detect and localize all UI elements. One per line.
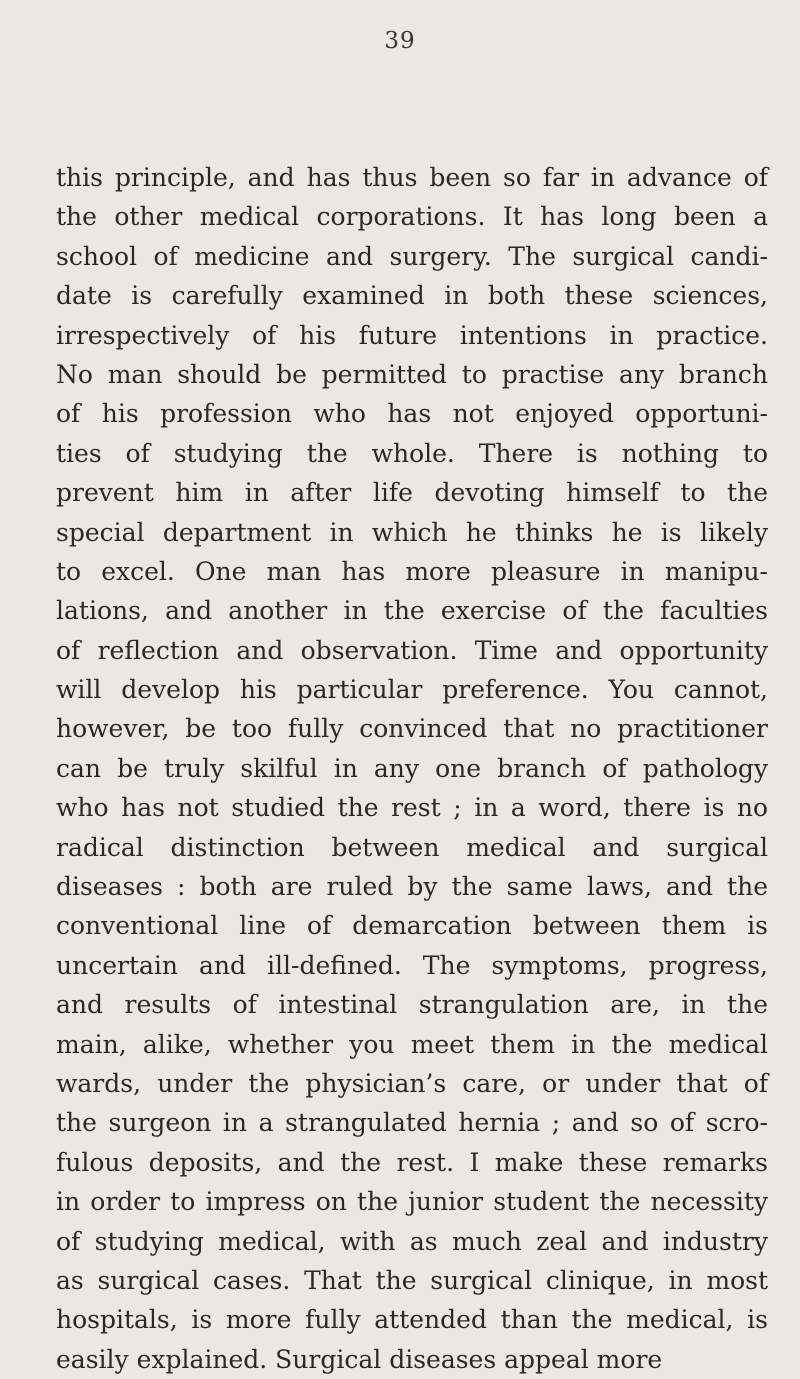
text-line: conventional line of demarcation between them is xyxy=(56,911,768,941)
text-line: special department in which he thinks he is likely xyxy=(56,517,768,547)
text-line: to excel. One man has more pleasure in manipu- xyxy=(56,556,768,586)
text-line: prevent him in after life devoting himself to the xyxy=(56,478,768,508)
text-line: main, alike, whether you meet them in the medical xyxy=(56,1029,768,1059)
text-line: as surgical cases. That the surgical clinique, in most xyxy=(56,1265,768,1295)
text-line: the surgeon in a strangulated hernia ; and so of scro- xyxy=(56,1108,768,1138)
text-line: and results of intestinal strangulation are, in the xyxy=(56,990,768,1020)
text-line: will develop his particular preference. You cannot, xyxy=(56,675,768,705)
text-line: the other medical corporations. It has long been a xyxy=(56,202,768,232)
text-line: in order to impress on the junior student the necessity xyxy=(56,1187,768,1217)
text-line: fulous deposits, and the rest. I make these remarks xyxy=(56,1147,768,1177)
text-line: wards, under the physician’s care, or under that of xyxy=(56,1068,768,1098)
text-line: of his profession who has not enjoyed opportuni- xyxy=(56,399,768,429)
text-line: diseases : both are ruled by the same laws, and the xyxy=(56,872,768,902)
text-line: No man should be permitted to practise any branch xyxy=(56,359,768,389)
text-line: radical distinction between medical and surgical xyxy=(56,832,768,862)
text-line: school of medicine and surgery. The surgical candi- xyxy=(56,241,768,271)
text-line: this principle, and has thus been so far in advance of xyxy=(56,163,768,192)
text-line: uncertain and ill-defined. The symptoms, progress, xyxy=(56,950,768,980)
text-line: date is carefully examined in both these sciences, xyxy=(56,281,768,311)
text-line: hospitals, is more fully attended than the medical, is xyxy=(56,1305,768,1335)
text-line: ties of studying the whole. There is nothing to xyxy=(56,438,768,468)
text-line: can be truly skilful in any one branch of pathology xyxy=(56,753,768,783)
text-line: however, be too fully convinced that no practitioner xyxy=(56,714,768,744)
text-line: of studying medical, with as much zeal and industry xyxy=(56,1226,768,1256)
text-line: lations, and another in the exercise of the faculties xyxy=(56,596,768,626)
text-line: easily explained. Surgical diseases appeal more xyxy=(56,1344,663,1374)
page-number: 39 xyxy=(384,28,416,54)
text-line: who has not studied the rest ; in a word, there is no xyxy=(56,793,768,823)
text-line: of reflection and observation. Time and opportunity xyxy=(56,635,768,665)
text-line: irrespectively of his future intentions in practice. xyxy=(56,320,768,350)
body-text xyxy=(56,158,768,1379)
